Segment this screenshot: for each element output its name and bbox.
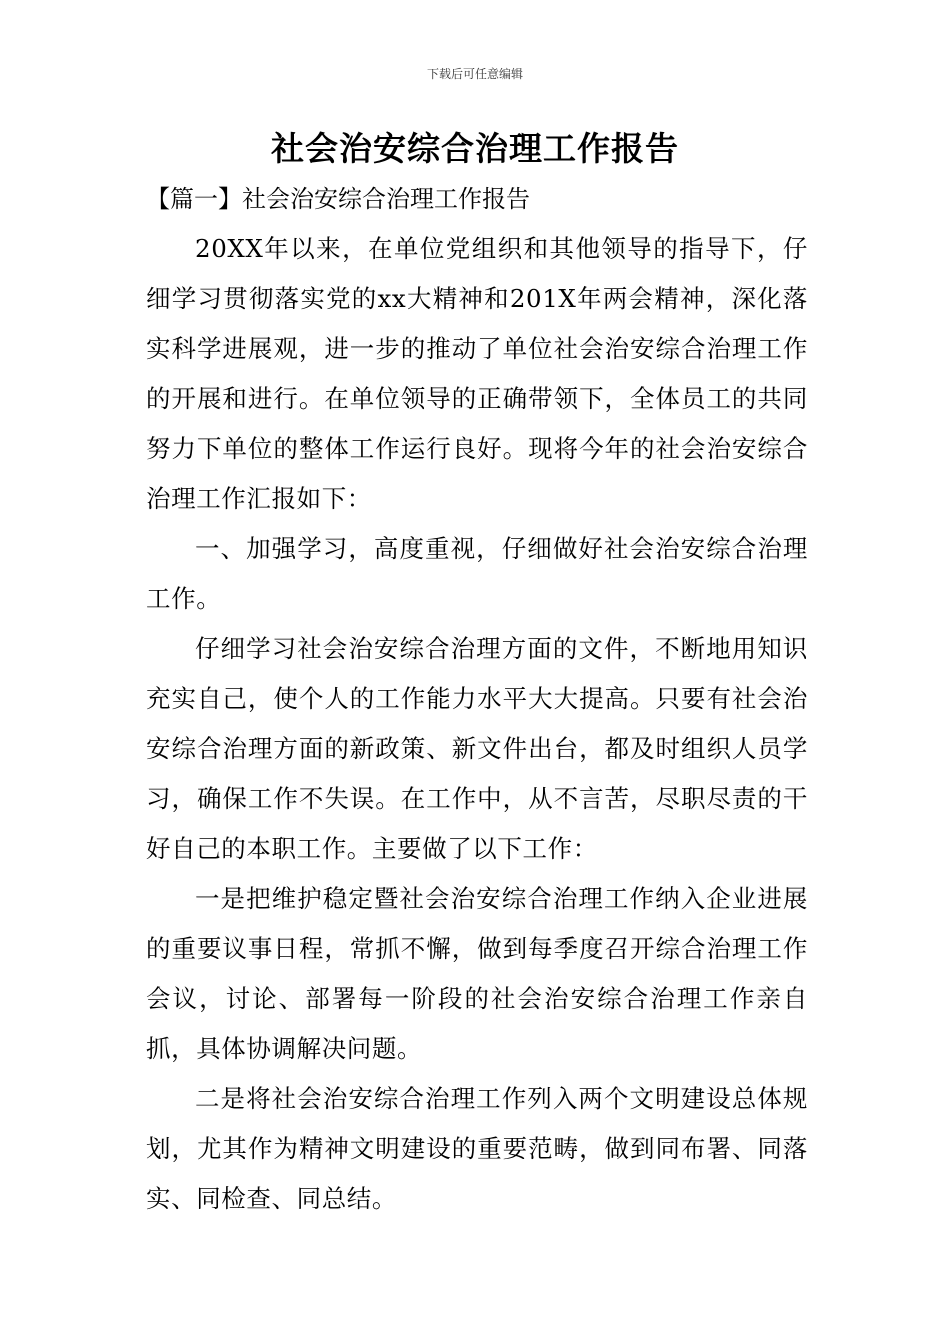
- paragraph-study: 仔细学习社会治安综合治理方面的文件，不断地用知识充实自己，使个人的工作能力水平大大提高。只要有社会治安综合治理方面的新政策、新文件出台，都及时组织人员学习，确保工作不失误。在工作中，从不言苦，尽职尽责的干好自己的本职工作。主要做了以下工作：: [146, 634, 808, 863]
- document-body: [146, 224, 808, 1224]
- paragraph-item-two: 二是将社会治安综合治理工作列入两个文明建设总体规划，尤其作为精神文明建设的重要范畴，做到同布署、同落实、同检查、同总结。: [146, 1084, 808, 1213]
- paragraph-point-one-heading: 一、加强学习，高度重视，仔细做好社会治安综合治理工作。: [146, 534, 808, 613]
- paragraph-item-one: 一是把维护稳定暨社会治安综合治理工作纳入企业进展的重要议事日程，常抓不懈，做到每季度召开综合治理工作会议，讨论、部署每一阶段的社会治安综合治理工作亲自抓，具体协调解决问题。: [146, 884, 808, 1063]
- document-title: 社会治安综合治理工作报告: [271, 129, 679, 168]
- header-note: 下载后可任意编辑: [426, 67, 523, 81]
- section-heading: 【篇一】社会治安综合治理工作报告: [146, 185, 530, 213]
- paragraph-intro: 20XX年以来，在单位党组织和其他领导的指导下，仔细学习贯彻落实党的xx大精神和201X年两会精神，深化落实科学进展观，进一步的推动了单位社会治安综合治理工作的开展和进行。在单位领导的正确带领下，全体员工的共同努力下单位的整体工作运行良好。现将今年的社会治安综合治理工作汇报如下：: [146, 234, 808, 513]
